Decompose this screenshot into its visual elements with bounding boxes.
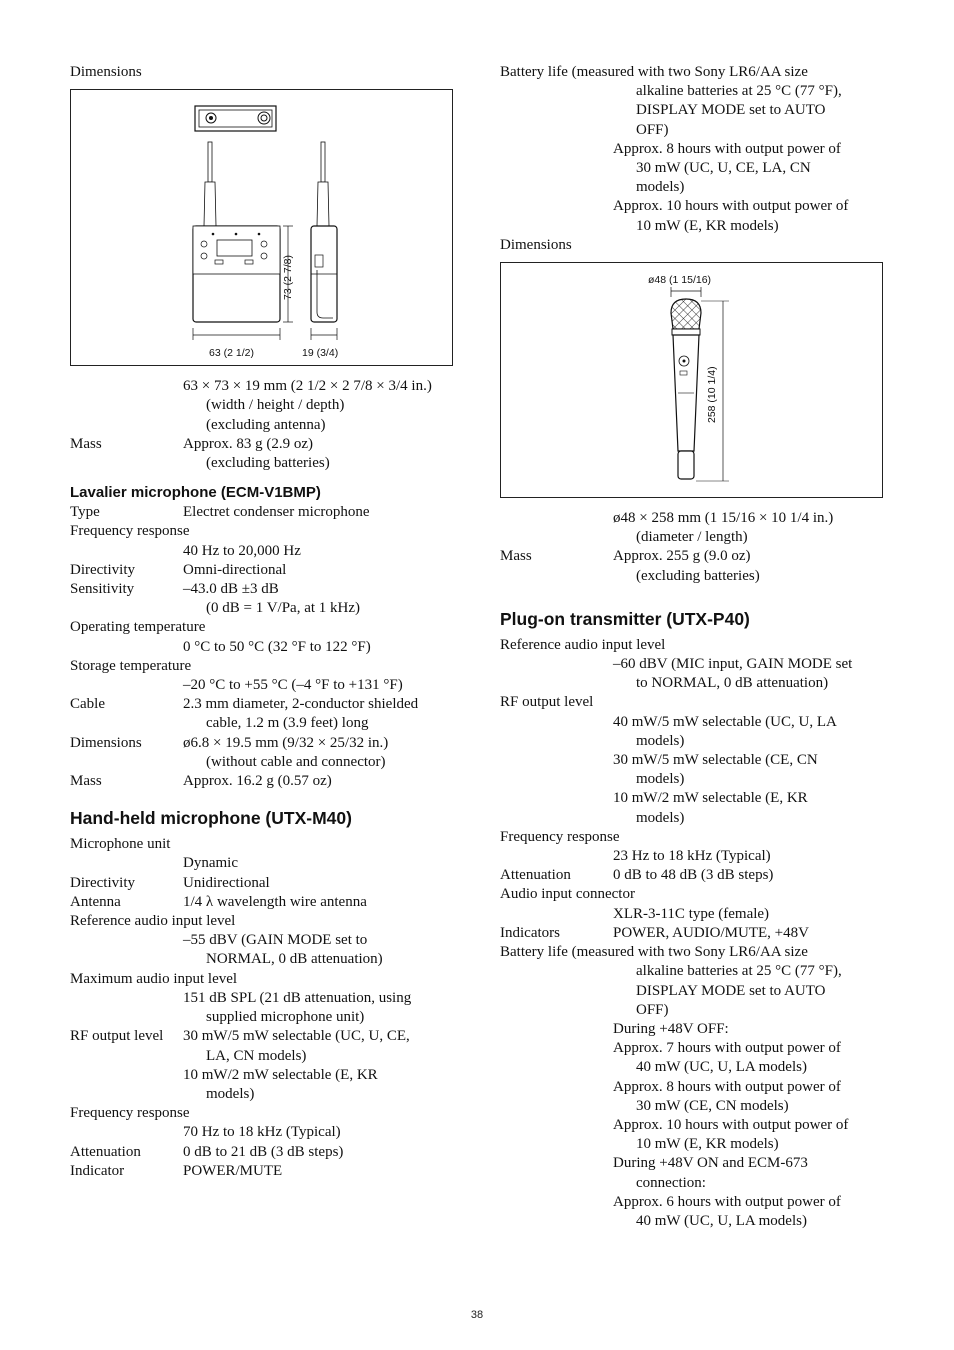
dimensions-label-row: Dimensions: [70, 64, 142, 80]
page-number: 38: [470, 1309, 484, 1321]
left-column: Dimensions 63 (2 1/2) 19 (3/4) 73 (2 7/8) 63 × 73 × 19 mm (2 1/2 × 2 7/8 × 3/4 in.) (width / height / depth) (excluding antenna) Mass Approx. 83 g (2.9 oz) (excluding batteries) Lavalier microphone (ECM-V1BMP) Type Electret condenser microphone Frequency response 40 Hz to 20,000 Hz Directivity Omni-directional Sensitivity –43.0 dB ±3 dB (0 dB = 1 V/Pa, at 1 kHz) Operating temperature 0 °C to 50 °C (32 °F to 122 °F) Storage temperature –20 °C to +55 °C (–4 °F to +131 °F) Cable 2.3 mm diameter, 2-conductor shielded cable, 1.2 m (3.9 feet) long Dimensions ø6.8 × 19.5 mm (9/32 × 25/32 in.) (without cable and connector) Mass Approx. 16.2 g (0.57 oz) Hand-held microphone (UTX-M40) Microphone unit Dynamic Directivity Unidirectional Antenna 1/4 λ wavelength wire antenna Reference audio input level –55 dBV (GAIN MODE set to NORMAL, 0 dB attenuation) Maximum audio input level 151 dB SPL (21 dB attenuation, using supplied microphone unit) RF output level 30 mW/5 mW selectable (UC, U, CE, LA, CN models) 10 mW/2 mW selectable (E, KR models) Frequency response 70 Hz to 18 kHz (Typical) Attenuation 0 dB to 21 dB (3 dB steps) Indicator POWER/MUTE: [70, 63, 460, 1181]
bodypack-dims-row: 63 × 73 × 19 mm (2 1/2 × 2 7/8 × 3/4 in.): [183, 378, 432, 395]
handheld-dimensions-figure: [500, 262, 883, 498]
handheld-heading: Hand-held microphone (UTX-M40): [70, 808, 352, 829]
diameter-label: ø48 (1 15/16): [648, 274, 712, 287]
length-label: 258 (10 1/4): [706, 366, 718, 424]
lavalier-heading: Lavalier microphone (ECM-V1BMP): [70, 484, 321, 502]
width-label: 63 (2 1/2): [209, 347, 254, 360]
height-label: 73 (2 7/8): [282, 255, 294, 301]
depth-label: 19 (3/4): [302, 347, 339, 360]
right-column: Battery life (measured with two Sony LR6/AA size alkaline batteries at 25 °C (77 °F), DISPLAY MODE set to AUTO OFF) Approx. 8 hours with output power of 30 mW (UC, U, CE, LA, CN models) Approx. 10 hours with output power of 10 mW (E, KR models) Dimensions ø48 (1 15/16) 258 (10 1/4) ø48 × 258 mm (1 15/16 × 10 1/4 in.) (diameter / length) Mass Approx. 255 g (9.0 oz) (excluding batteries) Plug-on transmitter (UTX-P40) Reference audio input level –60 dBV (MIC input, GAIN MODE set to NORMAL, 0 dB attenuation) RF output level 40 mW/5 mW selectable (UC, U, LA models) 30 mW/5 mW selectable (CE, CN models) 10 mW/2 mW selectable (E, KR models) Frequency response 23 Hz to 18 kHz (Typical) Attenuation 0 dB to 48 dB (3 dB steps) Audio input connector XLR-3-11C type (female) Indicators POWER, AUDIO/MUTE, +48V Battery life (measured with two Sony LR6/AA size alkaline batteries at 25 °C (77 °F), DISPLAY MODE set to AUTO OFF) During +48V OFF: Approx. 7 hours with output power of 40 mW (UC, U, LA models) Approx. 8 hours with output power of 30 mW (CE, CN models) Approx. 10 hours with output power of 10 mW (E, KR models) During +48V ON and ECM-673 connection: Approx. 6 hours with output power of 40 mW (UC, U, LA models): [500, 63, 890, 1231]
handheld-drawing: [501, 263, 884, 499]
bodypack-drawing: [71, 90, 454, 367]
bodypack-mass-row: Mass Approx. 83 g (2.9 oz): [70, 435, 313, 452]
plugon-heading: Plug-on transmitter (UTX-P40): [500, 608, 750, 629]
bodypack-dimensions-figure: [70, 89, 453, 366]
